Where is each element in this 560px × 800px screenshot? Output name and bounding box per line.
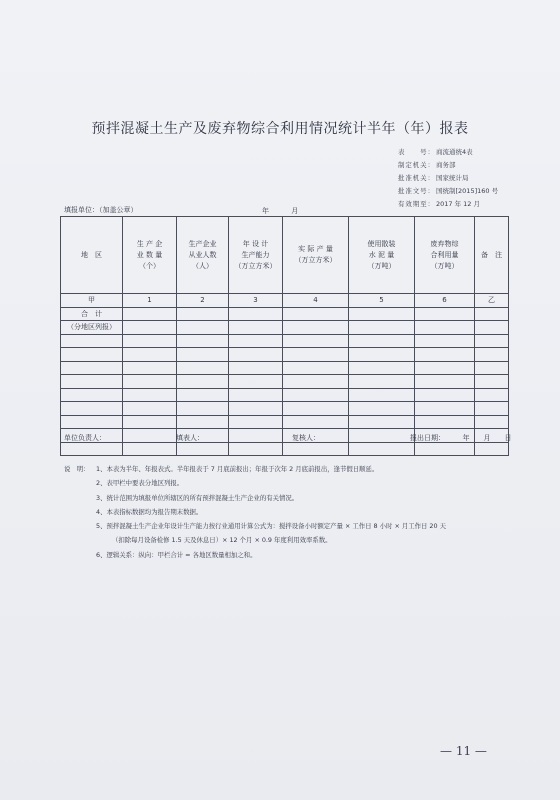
column-header: 地 区 — [61, 217, 123, 294]
table-cell[interactable] — [475, 442, 509, 456]
table-cell[interactable] — [349, 361, 415, 375]
meta-row — [398, 198, 498, 211]
table-cell[interactable] — [61, 334, 123, 348]
table-cell[interactable] — [229, 429, 283, 443]
table-cell[interactable] — [229, 334, 283, 348]
page-number: — 11 — — [440, 744, 487, 758]
table-cell[interactable] — [177, 415, 229, 429]
table-cell[interactable] — [475, 334, 509, 348]
table-cell[interactable] — [123, 388, 177, 402]
table-cell[interactable] — [415, 361, 475, 375]
table-cell[interactable] — [349, 402, 415, 416]
table-cell[interactable] — [229, 388, 283, 402]
responsible-label: 单位负责人： — [64, 434, 106, 442]
table-row — [61, 307, 509, 321]
table-cell[interactable] — [283, 442, 349, 456]
table-row — [61, 361, 509, 375]
table-cell[interactable] — [123, 307, 177, 321]
table-cell[interactable] — [283, 334, 349, 348]
statistics-table — [60, 216, 509, 456]
table-cell[interactable] — [283, 348, 349, 362]
meta-value: 国家统计局 — [436, 174, 469, 182]
note-item: 3、统计范围为填报单位所辖区的所有预拌混凝土生产企业的有关情况。 — [96, 493, 299, 502]
column-header: 生产企业 从业人数 （人） — [177, 217, 229, 294]
table-cell[interactable] — [349, 321, 415, 335]
table-cell[interactable] — [349, 442, 415, 456]
form-meta — [398, 146, 498, 211]
meta-key: 表 号： — [398, 148, 434, 156]
note-item: 5、预拌混凝土生产企业年设计生产能力按行业通用计算公式为：搅拌设备小时额定产量 × 工作日 8 小时 × 月工作日 20 天 — [96, 522, 446, 531]
table-cell[interactable] — [61, 348, 123, 362]
table-row — [61, 442, 509, 456]
report-date-label: 报出日期： 年 月 日 — [410, 434, 512, 442]
notes-label: 说 明： — [64, 465, 90, 473]
table-row — [61, 402, 509, 416]
meta-row — [398, 159, 498, 172]
table-cell[interactable] — [177, 375, 229, 389]
table-cell[interactable] — [415, 321, 475, 335]
table-cell[interactable] — [415, 388, 475, 402]
table-cell[interactable] — [123, 429, 177, 443]
column-header: 实 际 产 量 （万立方米） — [283, 217, 349, 294]
meta-key: 有效期至： — [398, 200, 434, 208]
table-cell[interactable] — [415, 442, 475, 456]
table-row — [61, 415, 509, 429]
table-row — [61, 321, 509, 335]
table-cell[interactable] — [61, 402, 123, 416]
meta-value: 国统制[2015]160 号 — [436, 187, 499, 195]
table-cell[interactable] — [123, 442, 177, 456]
meta-row — [398, 146, 498, 159]
column-header: 年 设 计 生产能力 （万立方米） — [229, 217, 283, 294]
table-cell[interactable] — [229, 361, 283, 375]
note-item: 4、本表指标数据均为报告期末数据。 — [96, 507, 203, 516]
table-cell[interactable] — [415, 415, 475, 429]
table-cell[interactable] — [349, 415, 415, 429]
table-row — [61, 334, 509, 348]
reviewer-label: 复核人： — [292, 434, 320, 442]
table-cell[interactable] — [177, 321, 229, 335]
table-cell[interactable] — [61, 442, 123, 456]
table-cell[interactable] — [415, 375, 475, 389]
table-cell[interactable] — [475, 348, 509, 362]
table-cell[interactable] — [475, 361, 509, 375]
meta-value: 2017 年 12 月 — [436, 200, 481, 208]
table-cell[interactable] — [61, 375, 123, 389]
table-cell[interactable] — [61, 415, 123, 429]
table-cell[interactable] — [475, 375, 509, 389]
table-cell[interactable] — [415, 334, 475, 348]
table-cell[interactable]: 4 — [283, 294, 349, 308]
table-row — [61, 375, 509, 389]
table-row — [61, 388, 509, 402]
table-cell[interactable] — [283, 321, 349, 335]
meta-row — [398, 185, 498, 198]
table-cell[interactable] — [349, 375, 415, 389]
table-cell[interactable] — [283, 307, 349, 321]
table-cell[interactable]: 3 — [229, 294, 283, 308]
table-cell[interactable] — [229, 442, 283, 456]
table-cell[interactable] — [349, 307, 415, 321]
table-cell[interactable] — [123, 348, 177, 362]
table-cell[interactable] — [177, 334, 229, 348]
table-row — [61, 294, 509, 308]
table-cell[interactable]: （分地区列报） — [61, 321, 123, 335]
table-row — [61, 348, 509, 362]
table-cell[interactable] — [229, 415, 283, 429]
table-cell[interactable] — [475, 388, 509, 402]
table-cell[interactable]: 5 — [349, 294, 415, 308]
page-title: 预拌混凝土生产及废弃物综合利用情况统计半年（年）报表 — [91, 121, 469, 137]
table-cell[interactable] — [283, 361, 349, 375]
meta-key: 批准文号： — [398, 187, 434, 195]
table-cell[interactable] — [123, 361, 177, 375]
table-cell[interactable] — [475, 402, 509, 416]
table-cell[interactable]: 乙 — [475, 294, 509, 308]
table-cell[interactable] — [177, 348, 229, 362]
meta-value: 商务部 — [436, 161, 456, 169]
table-cell[interactable] — [475, 415, 509, 429]
table-cell[interactable] — [123, 402, 177, 416]
table-cell[interactable]: 合 计 — [61, 307, 123, 321]
table-cell[interactable] — [229, 402, 283, 416]
table-cell[interactable] — [123, 321, 177, 335]
table-cell[interactable] — [475, 321, 509, 335]
table-cell[interactable] — [229, 375, 283, 389]
table-cell[interactable] — [123, 334, 177, 348]
table-cell[interactable] — [283, 415, 349, 429]
table-cell[interactable]: 2 — [177, 294, 229, 308]
table-cell[interactable] — [349, 348, 415, 362]
meta-value: 商流通统4表 — [436, 148, 473, 156]
table-cell[interactable] — [177, 402, 229, 416]
column-header: 备 注 — [475, 217, 509, 294]
table-cell[interactable] — [177, 442, 229, 456]
table-cell[interactable]: 1 — [123, 294, 177, 308]
notes-section — [64, 462, 524, 562]
table-cell[interactable] — [283, 402, 349, 416]
table-cell[interactable] — [283, 375, 349, 389]
filler-label: 填表人： — [176, 434, 204, 442]
table-cell[interactable] — [177, 361, 229, 375]
table-cell[interactable] — [229, 348, 283, 362]
year-month-label: 年 月 — [262, 207, 299, 215]
table-cell[interactable] — [475, 307, 509, 321]
fill-unit-label: 填报单位：（加盖公章） — [64, 206, 138, 214]
column-header: 使用散装 水 泥 量 （万吨） — [349, 217, 415, 294]
table-cell[interactable]: 6 — [415, 294, 475, 308]
table-cell[interactable] — [123, 415, 177, 429]
column-header: 生 产 企 业 数 量 （个） — [123, 217, 177, 294]
meta-key: 批准机关： — [398, 174, 434, 182]
table-cell[interactable] — [415, 348, 475, 362]
table-cell[interactable] — [415, 307, 475, 321]
column-header: 废弃物综 合利用量 （万吨） — [415, 217, 475, 294]
table-cell[interactable] — [177, 307, 229, 321]
meta-row — [398, 172, 498, 185]
note-item: 2、表甲栏中要表分地区列报。 — [96, 479, 184, 488]
note-item: 6、逻辑关系：纵向：甲栏合计 = 各地区数量相加之和。 — [96, 550, 257, 559]
table-cell[interactable] — [415, 402, 475, 416]
table-cell[interactable] — [229, 321, 283, 335]
table-cell[interactable] — [349, 388, 415, 402]
meta-key: 制定机关： — [398, 161, 434, 169]
table-cell[interactable]: 甲 — [61, 294, 123, 308]
table-cell[interactable] — [349, 429, 415, 443]
table-cell[interactable] — [283, 388, 349, 402]
table-header-row — [61, 217, 509, 294]
note-item: （扣除每月设备检修 1.5 天及休息日）× 12 个月 × 0.9 年度利用效率系数。 — [112, 536, 332, 545]
table-cell[interactable] — [123, 375, 177, 389]
table-cell[interactable] — [349, 334, 415, 348]
note-item: 1、本表为半年、年报表式。半年报表于 7 月底前报出；年报于次年 2 月底前报出，逢节假日顺延。 — [96, 465, 379, 473]
table-cell[interactable] — [61, 388, 123, 402]
table-cell[interactable] — [61, 361, 123, 375]
table-cell[interactable] — [229, 307, 283, 321]
table-cell[interactable] — [177, 388, 229, 402]
